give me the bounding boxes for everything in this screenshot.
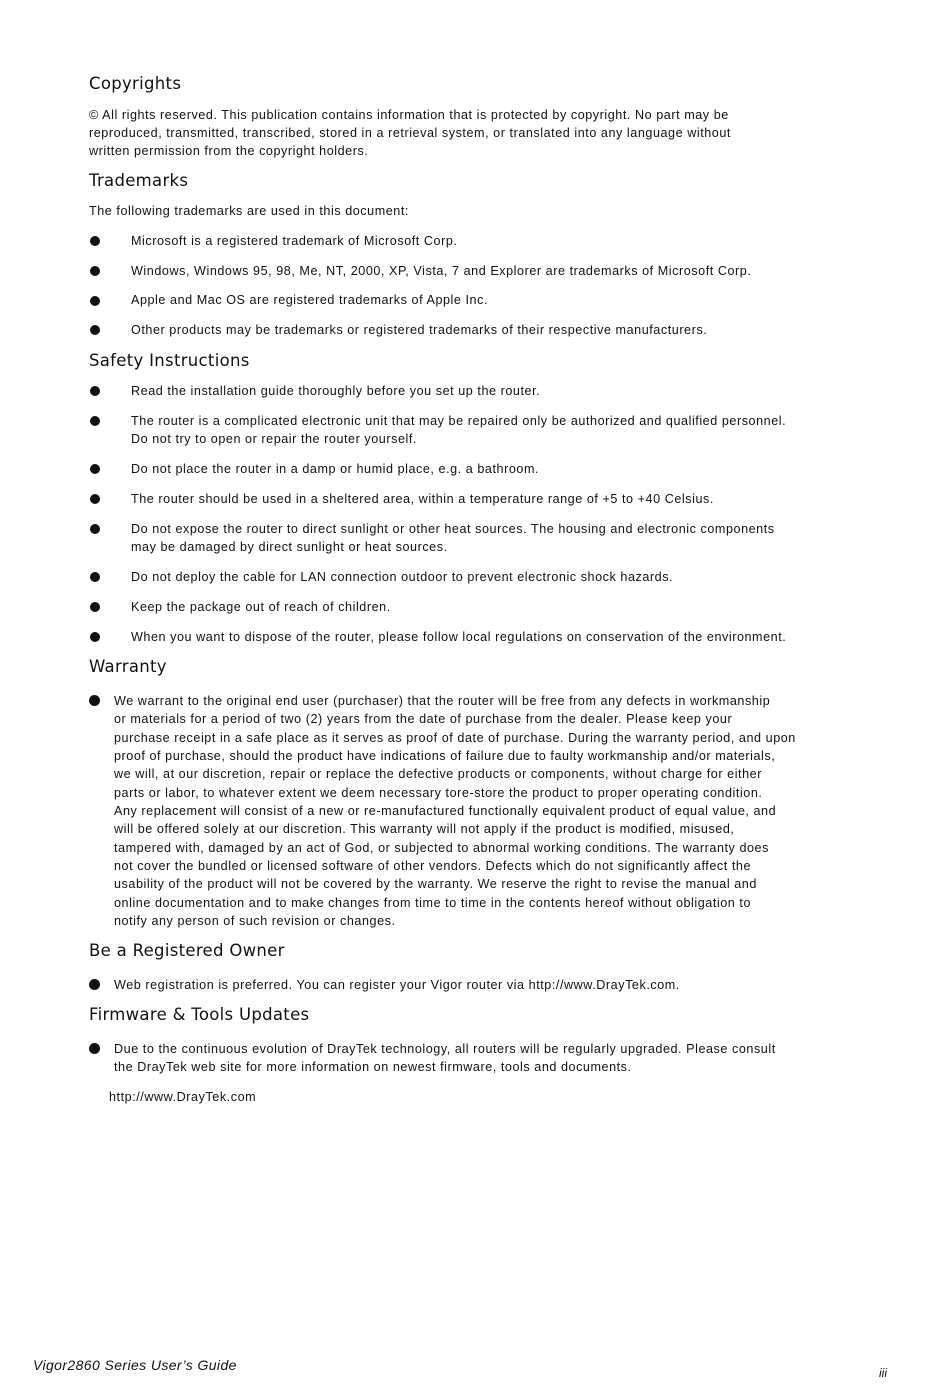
warranty-line: purchase receipt in a safe place as it serves as proof of date of purchase. During the warranty period, and upon (114, 731, 796, 745)
warranty-line: proof of purchase, should the product have indications of failure due to faulty workmanship and/or materials, (114, 749, 776, 763)
safety-item: When you want to dispose of the router, please follow local regulations on conservation of the environment. (131, 630, 787, 644)
warranty-line: notify any person of such revision or changes. (114, 914, 396, 928)
warranty-line: Any replacement will consist of a new or re-manufactured functionally equivalent product of equal value, and (114, 804, 777, 818)
safety-item: Keep the package out of reach of children. (131, 600, 391, 614)
safety-item: Do not expose the router to direct sunlight or other heat sources. The housing and electronic components (131, 522, 775, 536)
bullet-icon (89, 1043, 100, 1054)
bullet-icon (90, 572, 100, 582)
bullet-icon (90, 524, 100, 534)
trademarks-heading: Trademarks (89, 171, 189, 190)
warranty-line: or materials for a period of two (2) years from the date of purchase from the dealer. Please keep your (114, 712, 733, 726)
safety-item: Do not place the router in a damp or humid place, e.g. a bathroom. (131, 462, 540, 476)
copyrights-line-1: © All rights reserved. This publication contains information that is protected by copyright. No part may be (89, 108, 729, 122)
copyrights-line-3: written permission from the copyright holders. (89, 144, 369, 158)
warranty-line: will be offered solely at our discretion. This warranty will not apply if the product is modified, misused, (114, 822, 735, 836)
safety-item: The router is a complicated electronic unit that may be repaired only be authorized and qualified personnel. (131, 414, 787, 428)
updates-line: the DrayTek web site for more information on newest firmware, tools and documents. (114, 1060, 632, 1074)
bullet-icon (89, 695, 100, 706)
bullet-icon (90, 236, 100, 246)
bullet-icon (90, 296, 100, 306)
safety-item: Do not deploy the cable for LAN connection outdoor to prevent electronic shock hazards. (131, 570, 674, 584)
warranty-line: we will, at our discretion, repair or replace the defective products or components, without charge for either (114, 767, 762, 781)
trademark-item: Apple and Mac OS are registered trademarks of Apple Inc. (131, 293, 489, 307)
trademarks-intro: The following trademarks are used in this document: (89, 204, 409, 218)
safety-item-continued: Do not try to open or repair the router yourself. (131, 432, 417, 446)
warranty-line: parts or labor, to whatever extent we deem necessary tore-store the product to proper operating condition. (114, 786, 763, 800)
safety-heading: Safety Instructions (89, 351, 250, 370)
bullet-icon (90, 464, 100, 474)
registered-owner-heading: Be a Registered Owner (89, 941, 285, 960)
copyrights-line-2: reproduced, transmitted, transcribed, stored in a retrieval system, or translated into any language without (89, 126, 731, 140)
bullet-icon (90, 632, 100, 642)
draytek-url: http://www.DrayTek.com (109, 1090, 257, 1104)
safety-item-continued: may be damaged by direct sunlight or heat sources. (131, 540, 448, 554)
trademark-item: Microsoft is a registered trademark of Microsoft Corp. (131, 234, 458, 248)
updates-heading: Firmware & Tools Updates (89, 1005, 310, 1024)
warranty-line: online documentation and to make changes from time to time in the contents hereof without obligation to (114, 896, 752, 910)
registered-owner-text: Web registration is preferred. You can register your Vigor router via http://www.DrayTek.com. (114, 978, 680, 992)
safety-item: The router should be used in a sheltered area, within a temperature range of +5 to +40 Celsius. (131, 492, 714, 506)
bullet-icon (90, 494, 100, 504)
warranty-line: usability of the product will not be covered by the warranty. We reserve the right to revise the manual and (114, 877, 757, 891)
bullet-icon (89, 979, 100, 990)
safety-item: Read the installation guide thoroughly before you set up the router. (131, 384, 541, 398)
warranty-line: We warrant to the original end user (purchaser) that the router will be free from any defects in workmanship (114, 694, 771, 708)
updates-line: Due to the continuous evolution of DrayTek technology, all routers will be regularly upgraded. Please consult (114, 1042, 776, 1056)
bullet-icon (90, 602, 100, 612)
bullet-icon (90, 386, 100, 396)
bullet-icon (90, 416, 100, 426)
guide-title-footer: Vigor2860 Series User’s Guide (33, 1357, 237, 1373)
trademark-item: Other products may be trademarks or registered trademarks of their respective manufacturers. (131, 323, 708, 337)
trademark-item: Windows, Windows 95, 98, Me, NT, 2000, XP, Vista, 7 and Explorer are trademarks of Microsoft Corp. (131, 264, 752, 278)
bullet-icon (90, 266, 100, 276)
warranty-heading: Warranty (89, 657, 167, 676)
warranty-line: not cover the bundled or licensed software of other vendors. Defects which do not significantly affect the (114, 859, 752, 873)
page-number: iii (879, 1366, 887, 1380)
bullet-icon (90, 325, 100, 335)
warranty-line: tampered with, damaged by an act of God, or subjected to abnormal working conditions. The warranty does (114, 841, 769, 855)
copyrights-heading: Copyrights (89, 74, 182, 93)
